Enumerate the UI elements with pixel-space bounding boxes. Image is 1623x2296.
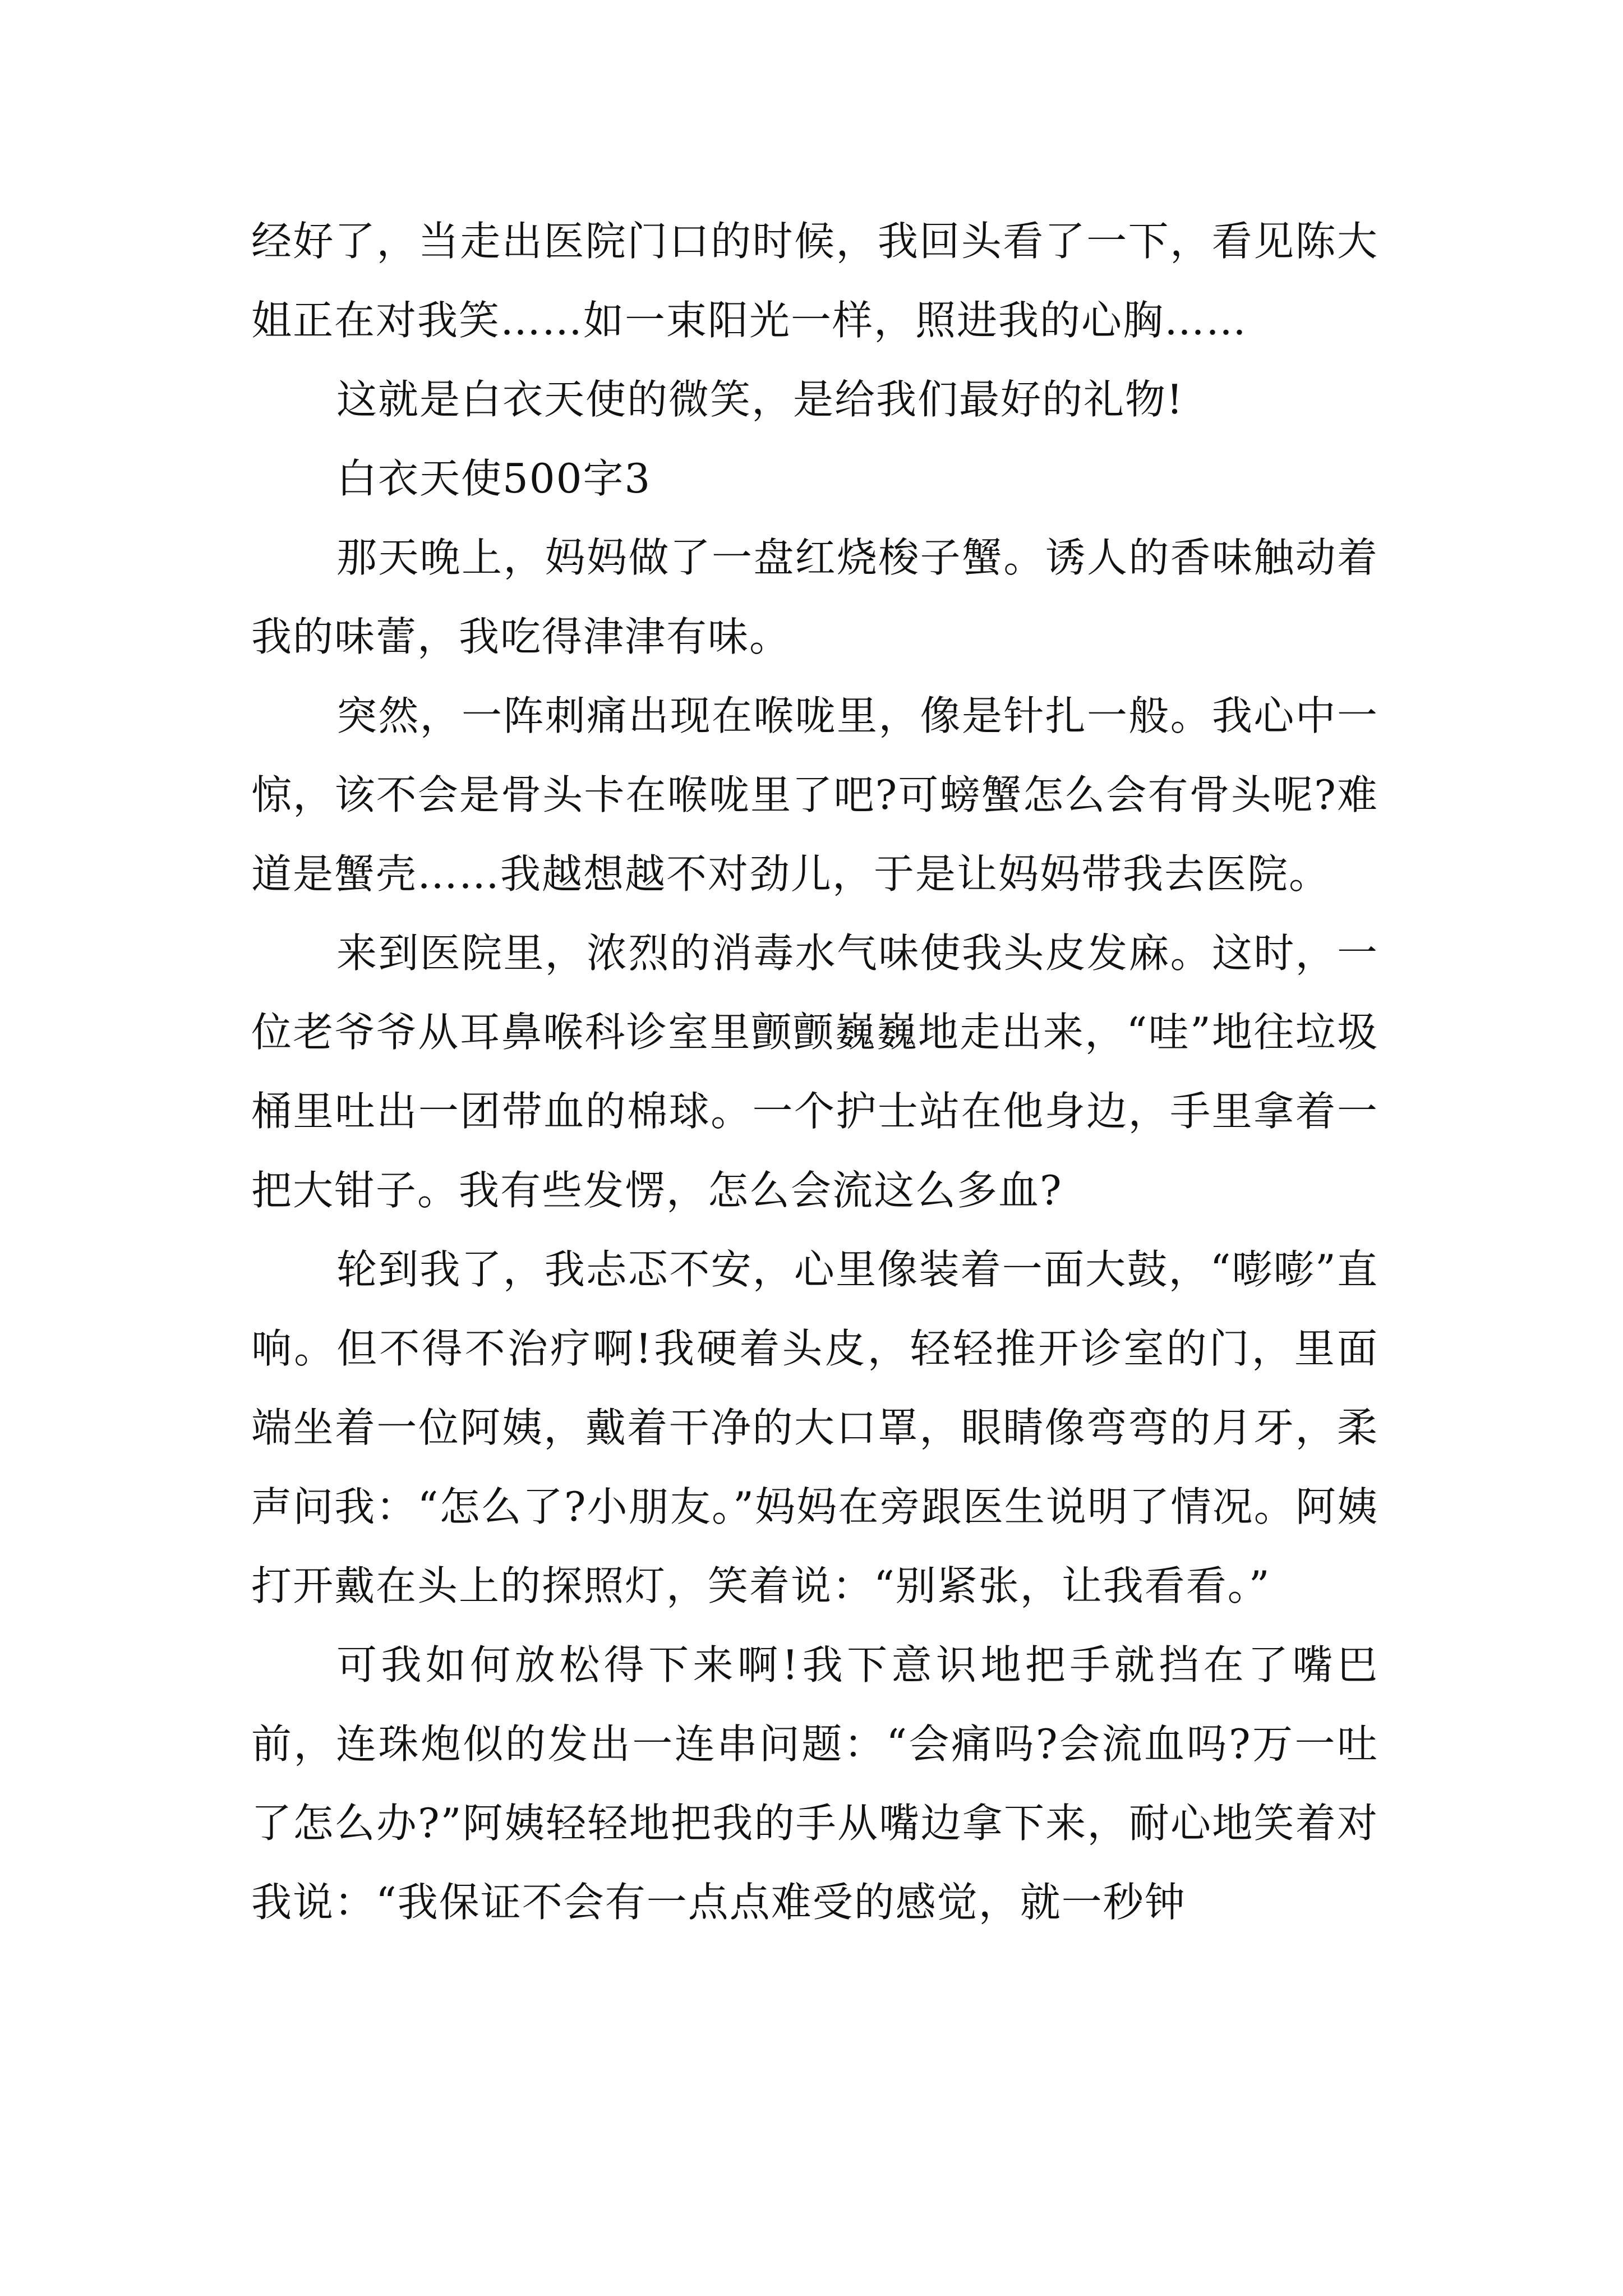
paragraph: 可我如何放松得下来啊!我下意识地把手就挡在了嘴巴前，连珠炮似的发出一连串问题：“会痛吗?会流血吗?万一吐了怎么办?”阿姨轻轻地把我的手从嘴边拿下来，耐心地笑着对我说：“我保证不会有一点点难受的感觉，就一秒钟 <box>251 1641 1378 1926</box>
paragraph: 来到医院里，浓烈的消毒水气味使我头皮发麻。这时，一位老爷爷从耳鼻喉科诊室里颤颤巍巍地走出来，“哇”地往垃圾桶里吐出一团带血的棉球。一个护士站在他身边，手里拿着一把大钳子。我有些发愣，怎么会流这么多血? <box>251 930 1378 1214</box>
section-heading: 白衣天使500字3 <box>336 455 652 502</box>
paragraph: 轮到我了，我忐忑不安，心里像装着一面大鼓，“嘭嘭”直响。但不得不治疗啊!我硬着头皮，轻轻推开诊室的门，里面端坐着一位阿姨，戴着干净的大口罩，眼睛像弯弯的月牙，柔声问我：“怎么了?小朋友。”妈妈在旁跟医生说明了情况。阿姨打开戴在头上的探照灯，笑着说：“别紧张，让我看看。” <box>251 1246 1378 1609</box>
paragraph: 突然，一阵刺痛出现在喉咙里，像是针扎一般。我心中一惊，该不会是骨头卡在喉咙里了吧?可螃蟹怎么会有骨头呢?难道是蟹壳……我越想越不对劲儿，于是让妈妈带我去医院。 <box>251 692 1378 898</box>
document-body <box>251 202 1378 1942</box>
paragraph: 那天晚上，妈妈做了一盘红烧梭子蟹。诱人的香味触动着我的味蕾，我吃得津津有味。 <box>251 534 1378 660</box>
paragraph-continuation: 经好了，当走出医院门口的时候，我回头看了一下，看见陈大姐正在对我笑……如一束阳光一样，照进我的心胸…… <box>251 218 1378 344</box>
paragraph-closing-remark: 这就是白衣天使的微笑，是给我们最好的礼物! <box>336 376 1184 423</box>
